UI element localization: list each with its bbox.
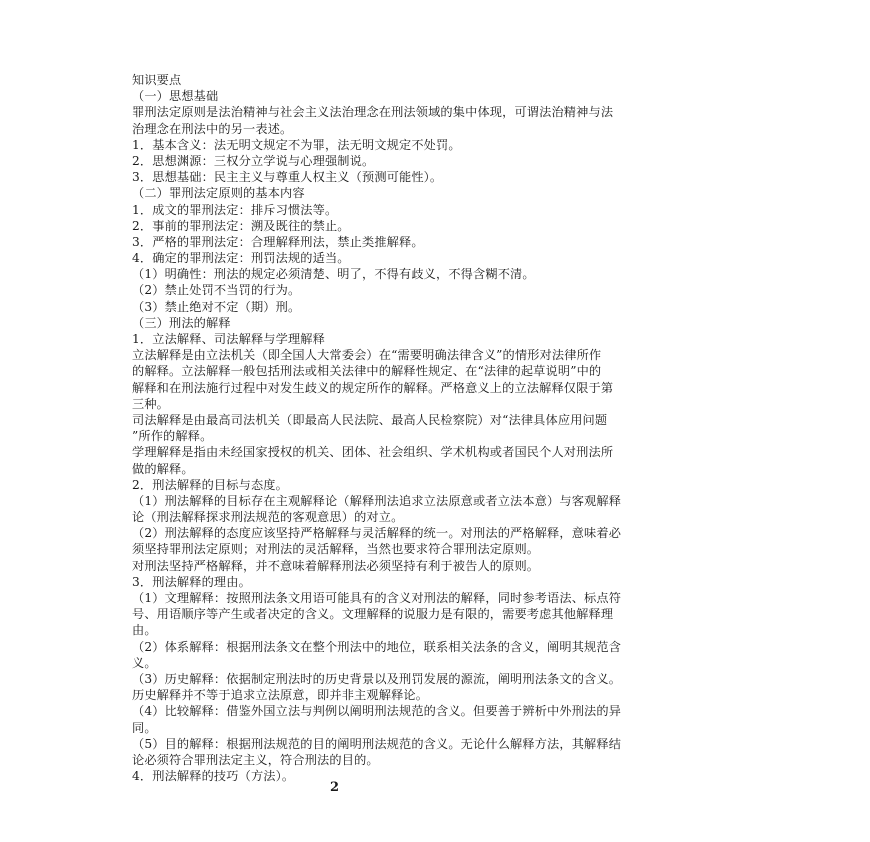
text-line: （1）刑法解释的目标存在主观解释论（解释刑法追求立法原意或者立法本意）与客观解释 <box>132 493 622 508</box>
text-line: （三）刑法的解释 <box>132 315 231 330</box>
text-line: 3．严格的罪刑法定：合理解释刑法，禁止类推解释。 <box>132 234 424 249</box>
text-line: （3）历史解释：依据制定刑法时的历史背景以及刑罚发展的源流，阐明刑法条文的含义。 <box>132 671 622 686</box>
text-line: 做的解释。 <box>132 461 194 476</box>
text-line: 2．思想渊源：三权分立学说与心理强制说。 <box>132 153 375 168</box>
text-line: （4）比较解释：借鉴外国立法与判例以阐明刑法规范的含义。但要善于辨析中外刑法的异 <box>132 704 622 719</box>
text-line: 由。 <box>132 623 157 638</box>
text-line: （1）文理解释：按照刑法条文用语可能具有的含义对刑法的解释，同时参考语法、标点符 <box>132 591 622 605</box>
text-line: （2）体系解释：根据刑法条文在整个刑法中的地位，联系相关法条的含义，阐明其规范含 <box>132 639 622 654</box>
text-line: （2）刑法解释的态度应该坚持严格解释与灵活解释的统一。对刑法的严格解释，意味着必 <box>132 526 622 541</box>
text-line: （3）禁止绝对不定（期）刑。 <box>132 299 301 314</box>
text-line: 2．刑法解释的目标与态度。 <box>132 477 288 492</box>
text-line: （一）思想基础 <box>132 89 219 104</box>
text-line: 学理解释是指由未经国家授权的机关、团体、社会组织、学术机构或者国民个人对刑法所 <box>132 445 614 460</box>
text-line: 罪刑法定原则是法治精神与社会主义法治理念在刑法领域的集中体现，可谓法治精神与法 <box>132 105 614 120</box>
text-line: （5）目的解释：根据刑法规范的目的阐明刑法规范的含义。无论什么解释方法，其解释结 <box>132 736 622 751</box>
text-line: 同。 <box>132 720 157 735</box>
text-line: 4．确定的罪刑法定：刑罚法规的适当。 <box>132 251 350 266</box>
text-line: 三种。 <box>132 396 170 411</box>
text-line: 立法解释是由立法机关（即全国人大常委会）在“需要明确法律含义”的情形对法律所作 <box>132 348 602 363</box>
text-line: 1．成文的罪刑法定：排斥习惯法等。 <box>132 202 338 217</box>
text-line: （二）罪刑法定原则的基本内容 <box>132 186 305 201</box>
text-line: 3．思想基础：民主主义与尊重人权主义（预测可能性）。 <box>132 170 443 185</box>
text-line: 论（刑法解释探求刑法规范的客观意思）的对立。 <box>132 510 404 525</box>
text-line: 知识要点 <box>132 73 182 87</box>
text-line: 义。 <box>132 655 157 670</box>
text-line: 对刑法坚持严格解释，并不意味着解释刑法必须坚持有利于被告人的原则。 <box>132 558 540 573</box>
text-line: 历史解释并不等于追求立法原意，即并非主观解释论。 <box>132 688 429 703</box>
text-line: 的解释。立法解释一般包括刑法或相关法律中的解释性规定、在“法律的起草说明”中的 <box>132 364 602 379</box>
text-line: 2．事前的罪刑法定：溯及既往的禁止。 <box>132 218 350 233</box>
text-line: 4．刑法解释的技巧（方法）。 <box>132 769 295 784</box>
text-line: 号、用语顺序等产生或者决定的含义。文理解释的说服力是有限的，需要考虑其他解释理 <box>132 607 614 622</box>
text-line: 治理念在刑法中的另一表述。 <box>132 121 293 136</box>
text-line: 1．基本含义：法无明文规定不为罪，法无明文规定不处罚。 <box>132 137 461 152</box>
text-line: 须坚持罪刑法定原则；对刑法的灵活解释，当然也要求符合罪刑法定原则。 <box>132 542 540 557</box>
text-line: 1．立法解释、司法解释与学理解释 <box>132 332 325 346</box>
text-line: （1）明确性：刑法的规定必须清楚、明了，不得有歧义，不得含糊不清。 <box>132 267 535 282</box>
page-number: 2 <box>330 780 340 795</box>
document-body <box>132 72 742 784</box>
text-line: 司法解释是由最高司法机关（即最高人民法院、最高人民检察院）对“法律具体应用问题 <box>132 412 608 427</box>
text-line: 3．刑法解释的理由。 <box>132 574 251 589</box>
text-line: （2）禁止处罚不当罚的行为。 <box>132 283 301 298</box>
text-line: 论必须符合罪刑法定主义，符合刑法的目的。 <box>132 752 379 767</box>
text-line: ”所作的解释。 <box>132 429 213 444</box>
text-line: 解释和在刑法施行过程中对发生歧义的规定所作的解释。严格意义上的立法解释仅限于第 <box>132 380 614 395</box>
